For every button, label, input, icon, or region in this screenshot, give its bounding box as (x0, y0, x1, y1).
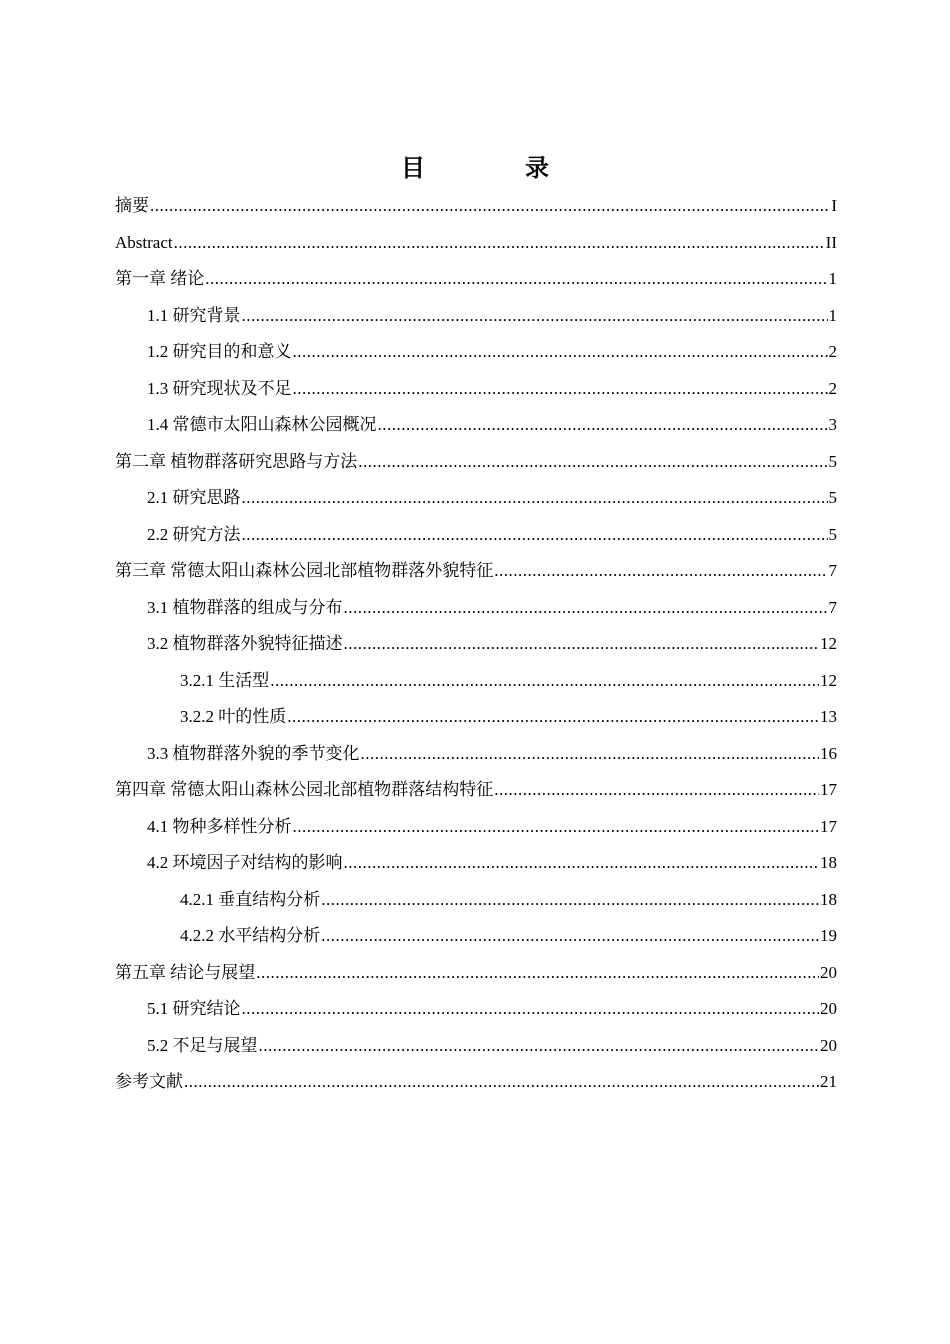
toc-entry-label: Abstract (115, 232, 173, 252)
dot-leader (344, 590, 828, 627)
dot-leader (321, 882, 819, 919)
toc-entry[interactable] (115, 918, 837, 955)
dot-leader (150, 188, 830, 225)
toc-entry-page: 20 (820, 1035, 837, 1055)
toc-entry[interactable] (115, 882, 837, 919)
toc-entry[interactable] (115, 334, 837, 371)
toc-entry-label: 5.2 不足与展望 (147, 1035, 258, 1055)
toc-entry[interactable] (115, 955, 837, 992)
toc-entry-page: 7 (828, 597, 837, 617)
dot-leader (184, 1064, 819, 1101)
toc-entry-label: 3.2.1 生活型 (180, 670, 270, 690)
toc-entry-label: 第三章 常德太阳山森林公园北部植物群落外貌特征 (115, 561, 494, 580)
toc-entry-label: 1.3 研究现状及不足 (147, 378, 292, 398)
toc-entry[interactable] (115, 736, 837, 773)
toc-entry[interactable] (115, 590, 837, 627)
dot-leader (378, 407, 828, 444)
toc-entry-label: 4.1 物种多样性分析 (147, 816, 292, 836)
toc-entry-label: 第五章 结论与展望 (115, 962, 256, 982)
toc-entry-page: 20 (820, 962, 837, 982)
toc-entry-page: 19 (820, 926, 837, 945)
dot-leader (242, 517, 828, 554)
toc-entry-page: 17 (820, 816, 837, 836)
toc-entry[interactable] (115, 772, 837, 809)
toc-entry-label: 2.1 研究思路 (147, 488, 241, 507)
toc-entry-label: 3.2.2 叶的性质 (180, 707, 287, 726)
dot-leader (205, 261, 827, 298)
dot-leader (293, 809, 820, 846)
toc-entry-label: 第一章 绪论 (115, 269, 205, 288)
toc-entry[interactable] (115, 663, 837, 700)
toc-entry-page: 21 (820, 1072, 837, 1091)
dot-leader (293, 334, 828, 371)
dot-leader (242, 991, 820, 1028)
toc-entry-page: 1 (828, 269, 837, 288)
toc-entry-label: 第二章 植物群落研究思路与方法 (115, 451, 358, 471)
toc-entry-page: 12 (820, 670, 837, 690)
toc-entry-label: 3.2 植物群落外貌特征描述 (147, 634, 343, 653)
toc-entry-page: 5 (828, 451, 837, 471)
dot-leader (287, 699, 819, 736)
dot-leader (256, 955, 819, 992)
toc-entry-page: 2 (828, 378, 837, 398)
dot-leader (242, 480, 828, 517)
toc-entry-page: 17 (820, 780, 837, 799)
dot-leader (361, 736, 820, 773)
toc-entry[interactable] (115, 371, 837, 408)
toc-entry-page: I (831, 196, 837, 215)
toc-entry-page: 1 (828, 305, 837, 325)
dot-leader (321, 918, 819, 955)
table-of-contents (115, 188, 837, 1101)
toc-entry-page: 7 (828, 561, 837, 580)
dot-leader (344, 626, 820, 663)
dot-leader (494, 553, 827, 590)
toc-entry-label: 4.2.1 垂直结构分析 (180, 889, 321, 909)
toc-entry-page: 13 (820, 707, 837, 726)
toc-entry-page: II (825, 232, 837, 252)
toc-entry-label: 第四章 常德太阳山森林公园北部植物群落结构特征 (115, 780, 494, 799)
toc-entry-page: 16 (820, 743, 837, 763)
toc-entry-label: 4.2.2 水平结构分析 (180, 926, 321, 945)
toc-entry-label: 2.2 研究方法 (147, 524, 241, 544)
toc-entry-label: 3.3 植物群落外貌的季节变化 (147, 743, 360, 763)
toc-entry-label: 摘要 (115, 196, 149, 215)
toc-entry-page: 18 (820, 889, 837, 909)
toc-entry[interactable] (115, 444, 837, 481)
toc-entry[interactable] (115, 480, 837, 517)
toc-entry-page: 3 (828, 415, 837, 434)
toc-entry-page: 5 (828, 488, 837, 507)
dot-leader (344, 845, 820, 882)
toc-entry-label: 1.1 研究背景 (147, 305, 241, 325)
toc-entry[interactable] (115, 517, 837, 554)
toc-entry[interactable] (115, 845, 837, 882)
dot-leader (259, 1028, 820, 1065)
dot-leader (293, 371, 828, 408)
toc-entry-label: 参考文献 (115, 1072, 183, 1091)
toc-entry-label: 3.1 植物群落的组成与分布 (147, 597, 343, 617)
toc-entry[interactable] (115, 1064, 837, 1101)
toc-entry[interactable] (115, 991, 837, 1028)
toc-entry-label: 4.2 环境因子对结构的影响 (147, 853, 343, 872)
toc-entry-page: 20 (820, 999, 837, 1018)
toc-entry-label: 5.1 研究结论 (147, 999, 241, 1018)
toc-entry-label: 1.4 常德市太阳山森林公园概况 (147, 415, 377, 434)
toc-entry[interactable] (115, 407, 837, 444)
toc-entry-page: 5 (828, 524, 837, 544)
toc-entry[interactable] (115, 553, 837, 590)
toc-entry[interactable] (115, 298, 837, 335)
toc-entry-page: 12 (820, 634, 837, 653)
dot-leader (358, 444, 827, 481)
dot-leader (270, 663, 819, 700)
toc-title: 目 录 (401, 154, 587, 182)
dot-leader (242, 298, 828, 335)
toc-entry[interactable] (115, 809, 837, 846)
toc-entry[interactable] (115, 188, 837, 225)
dot-leader (494, 772, 819, 809)
toc-entry-label: 1.2 研究目的和意义 (147, 342, 292, 361)
dot-leader (174, 225, 825, 262)
toc-entry[interactable] (115, 626, 837, 663)
toc-entry-page: 18 (820, 853, 837, 872)
toc-entry[interactable] (115, 225, 837, 262)
toc-entry[interactable] (115, 261, 837, 298)
toc-entry[interactable] (115, 1028, 837, 1065)
toc-entry-page: 2 (828, 342, 837, 361)
toc-entry[interactable] (115, 699, 837, 736)
